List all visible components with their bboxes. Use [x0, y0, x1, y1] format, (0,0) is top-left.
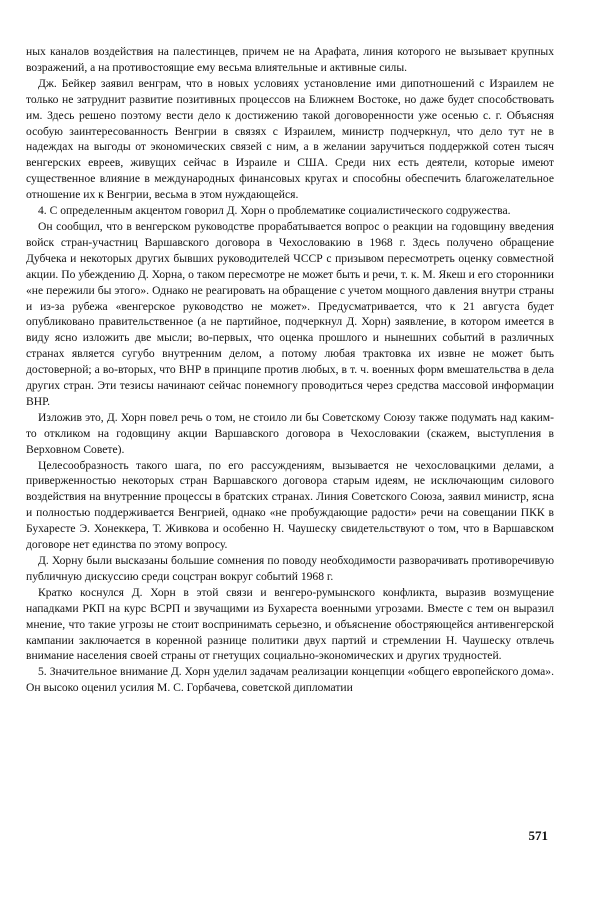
paragraph: Д. Хорну были высказаны большие сомнения по поводу необходимости разворачивать противоречивую публичную дискуссию среди соцстран вокруг событий 1968 г. — [26, 554, 554, 583]
paragraph: ных каналов воздействия на палестинцев, причем не на Арафата, линия которого не вызывает крупных возражений, а на противостоящие ему весьма влиятельные и активные силы. — [26, 45, 554, 74]
paragraph: Изложив это, Д. Хорн повел речь о том, не стоило ли бы Советскому Союзу также подумать над каким-то откликом на годовщину акции Варшавского договора в Чехословакии (скажем, выступления в Верховном Совете). — [26, 410, 554, 456]
paragraph: Целесообразность такого шага, по его рассуждениям, вызывается не чехословацкими делами, а приверженностью некоторых стран Варшавского договора старым идеям, не исключающим силового воздействия на внутренние процессы в братских странах. Линия Советского Союза, заявил министр, ясна и полностью поддерживается Венгрией, однако «не пробуждающие радости» речи на совещании ПКК в Бухаресте Э. Хонеккера, Т. Живкова и особенно Н. Чаушеску свидетельствуют о том, что в Варшавском договоре нет единства по этому вопросу. — [26, 458, 554, 552]
paragraph: Дж. Бейкер заявил венграм, что в новых условиях установление ими дипотношений с Израилем не только не затруднит развитие позитивных процессов на Ближнем Востоке, но даже будет способствовать им. Здесь решено поэтому вести дело к достижению такой договоренности уже осенью с. г. Объясняя особую заинтересованность Венгрии в связях с Израилем, министр подчеркнул, что дело тут не в надеждах на выгоды от экономических связей с ним, а в желании заручиться поддержкой сотен тысяч венгерских евреев, живущих сейчас в Израиле и США. Среди них есть деятели, которые имеют существенное влияние в международных финансовых кругах и способны обеспечить благожелательное отношение их к Венгрии, весьма в этом нуждающейся. — [26, 76, 554, 202]
paragraph: 5. Значительное внимание Д. Хорн уделил задачам реализации концепции «общего европейского дома». Он высоко оценил усилия М. С. Горбачева, советской дипломатии — [26, 665, 554, 695]
paragraph: 4. С определенным акцентом говорил Д. Хорн о проблематике социалистического содружества. — [38, 204, 511, 218]
paragraph: Он сообщил, что в венгерском руководстве прорабатывается вопрос о реакции на годовщину введения войск стран-участниц Варшавского договора в Чехословакию в 1968 г. Здесь получено обращение Дубчека и некоторых других бывших руководителей ЧССР с призывом пересмотреть оценку совместной акции. По убеждению Д. Хорна, о таком пересмотре не может быть и речи, т. к. М. Якеш и его сторонники «не пережили бы этого». Однако не реагировать на обращение с учетом мощного давления внутри страны и из-за рубежа «венгерское руководство не может». Предусматривается, что к 21 августа будет опубликовано правительственное (а не партийное, подчеркнул Д. Хорн) заявление, в котором имеется в виду ясно изложить две мысли; во-первых, что оценка прошлого и нынешних событий в различных странах является сугубо внутренним делом, а потому любая трактовка их извне не может быть достоверной; а во-вторых, что ВНР в принципе против любых, в т. ч. военных форм вмешательства в дела других стран. Эти тезисы начинают сейчас понемногу проводиться через средства массовой информации ВНР. — [26, 219, 554, 408]
page-number: 571 — [528, 828, 548, 843]
paragraph: Кратко коснулся Д. Хорн в этой связи и венгеро-румынского конфликта, выразив возмущение нападками РКП на курс ВСРП и звучащими из Бухареста военными угрозами. Вместе с тем он выразил мнение, что такие угрозы не стоит воспринимать серьезно, и объяснение обостряющейся антивенгерской кампании заключается в коренной разнице политики двух партий и стремлении Н. Чаушеску отвлечь внимание населения своей страны от гнетущих социально-экономических и других трудностей. — [26, 585, 554, 663]
body-text — [26, 44, 554, 696]
